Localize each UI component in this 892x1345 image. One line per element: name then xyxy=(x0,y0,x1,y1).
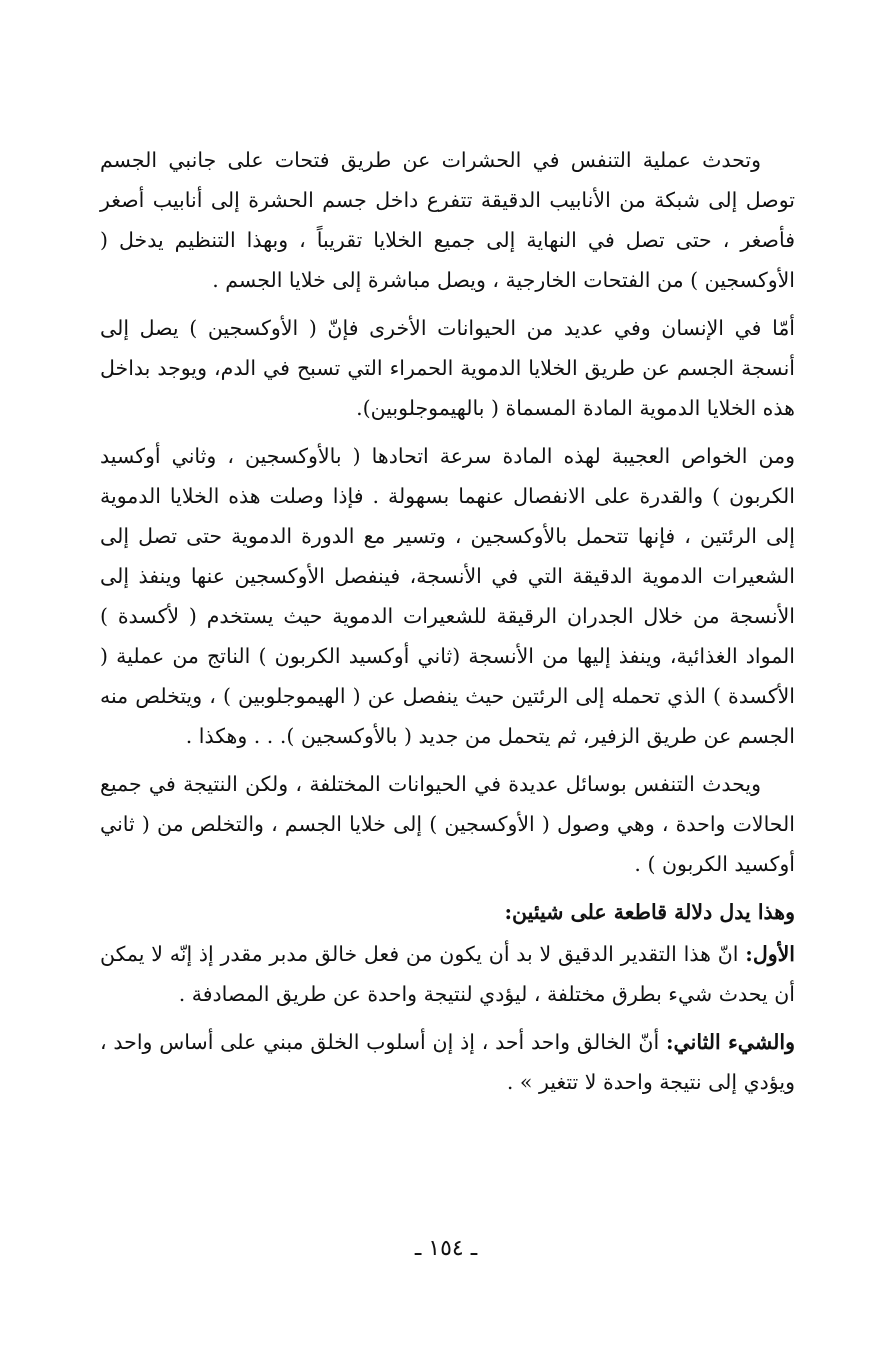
body-text xyxy=(100,140,795,1110)
paragraph-respiration-means: ويحدث التنفس بوسائل عديدة في الحيوانات المختلفة ، ولكن النتيجة في جميع الحالات واحدة ، وهي وصول ( الأوكسجين ) إلى خلايا الجسم ، والتخلص من ( ثاني أوكسيد الكربون ) . xyxy=(100,772,795,876)
point-one-text: انّ هذا التقدير الدقيق لا بد أن يكون من فعل خالق مدبر مقدر إذ إنّه لا يمكن أن يحدث شيء بطرق مختلفة ، ليؤدي لنتيجة واحدة عن طريق المصادفة . xyxy=(100,942,795,1006)
paragraph-insect-respiration: وتحدث عملية التنفس في الحشرات عن طريق فتحات على جانبي الجسم توصل إلى شبكة من الأنابيب الدقيقة تتفرع داخل جسم الحشرة إلى أنابيب أصغر فأصغر ، حتى تصل في النهاية إلى جميع الخلايا تقريباً ، وبهذا التنظيم يدخل ( الأوكسجين ) من الفتحات الخارجية ، ويصل مباشرة إلى خلايا الجسم . xyxy=(100,148,795,292)
point-two xyxy=(100,1022,795,1102)
page-number: ـ ١٥٤ ـ xyxy=(414,1236,478,1261)
paragraph-human-respiration: أمّا في الإنسان وفي عديد من الحيوانات الأخرى فإنّ ( الأوكسجين ) يصل إلى أنسجة الجسم عن طريق الخلايا الدموية الحمراء التي تسبح في الدم، ويوجد بداخل هذه الخلايا الدموية المادة المسماة ( بالهيموجلوبين). xyxy=(100,316,795,420)
point-two-label: والشيء الثاني: xyxy=(665,1030,795,1054)
point-two-text: أنّ الخالق واحد أحد ، إذ إن أسلوب الخلق مبني على أساس واحد ، ويؤدي إلى نتيجة واحدة لا تتغير » . xyxy=(100,1030,795,1094)
paragraph-hemoglobin: ومن الخواص العجيبة لهذه المادة سرعة اتحادها ( بالأوكسجين ، وثاني أوكسيد الكربون ) والقدرة على الانفصال عنهما بسهولة . فإذا وصلت هذه الخلايا الدموية إلى الرئتين ، فإنها تتحمل بالأوكسجين ، وتسير مع الدورة الدموية حتى تصل إلى الشعيرات الدموية الدقيقة التي في الأنسجة، فينفصل الأوكسجين عنها وينفذ إلى الأنسجة من خلال الجدران الرقيقة للشعيرات الدموية حيث يستخدم ( لأكسدة ) المواد الغذائية، وينفذ إليها من الأنسجة (ثاني أوكسيد الكربون ) الناتج من عملية ( الأكسدة ) الذي تحمله إلى الرئتين حيث ينفصل عن ( الهيموجلوبين ) ، ويتخلص منه الجسم عن طريق الزفير، ثم يتحمل من جديد ( بالأوكسجين ). . . وهكذا . xyxy=(100,444,795,748)
point-one xyxy=(100,934,795,1014)
section-heading: وهذا يدل دلالة قاطعة على شيئين: xyxy=(504,900,795,924)
point-one-label: الأول: xyxy=(745,942,795,966)
